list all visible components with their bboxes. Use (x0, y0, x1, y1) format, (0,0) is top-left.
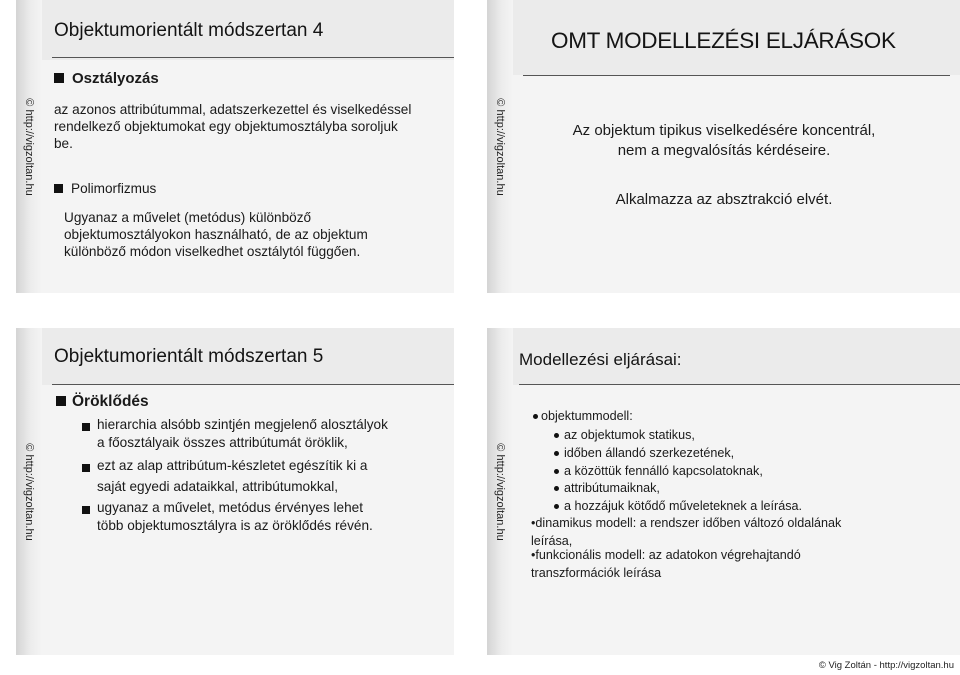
paragraph-line: ugyanaz a művelet, metódus érvényes lehet (97, 500, 363, 515)
bullet-dot-icon (554, 451, 559, 456)
paragraph-line: hierarchia alsóbb szintjén megjelenő alosztályok (97, 417, 388, 432)
square-bullet-icon (82, 464, 90, 472)
slide-title: Objektumorientált módszertan 4 (54, 20, 324, 41)
slide-1 (0, 0, 470, 293)
bullet-dot-icon (554, 486, 559, 491)
list-item: •funkcionális modell: az adatokon végrehajtandó (531, 548, 801, 562)
slide-2 (487, 0, 960, 293)
side-strip (16, 0, 42, 293)
section-heading: Osztályozás (54, 70, 159, 87)
paragraph-line: több objektumosztályra is az öröklődés révén. (97, 518, 373, 533)
title-divider (52, 57, 454, 58)
list-item: attribútumaiknak, (564, 481, 660, 495)
square-bullet-icon (56, 396, 66, 406)
paragraph-line: nem a megvalósítás kérdéseire. (617, 142, 831, 159)
paragraph-line: ezt az alap attribútum-készletet egészítik ki a (97, 458, 368, 473)
paragraph-line: Ugyanaz a művelet (metódus) különböző (64, 210, 312, 225)
list-item: transzformációk leírása (531, 566, 662, 580)
paragraph-line: objektumosztályokon használható, de az objektum (64, 227, 368, 242)
paragraph-line: Az objektum tipikus viselkedésére koncentrál, (572, 122, 876, 139)
square-bullet-icon (54, 73, 64, 83)
list-item: objektummodell: (541, 409, 633, 423)
title-divider (519, 384, 960, 385)
bullet-dot-icon (533, 414, 538, 419)
strip-label: © http://vigzoltan.hu (494, 442, 506, 541)
paragraph-line: saját egyedi adataikkal, attribútumokkal, (97, 479, 339, 494)
list-item: leírása, (531, 534, 573, 548)
slide-4 (487, 328, 960, 655)
square-bullet-icon (82, 423, 90, 431)
slide-body (513, 0, 960, 293)
side-strip (487, 328, 513, 655)
paragraph-line: a főosztályaik összes attribútumát öröklik, (97, 435, 348, 450)
paragraph-line: Alkalmazza az absztrakció elvét. (615, 191, 833, 208)
slide-title: Objektumorientált módszertan 5 (54, 346, 324, 367)
paragraph-line: be. (54, 136, 73, 151)
slide-title: OMT MODELLEZÉSI ELJÁRÁSOK (551, 28, 896, 53)
list-item: •dinamikus modell: a rendszer időben változó oldalának (531, 516, 842, 530)
slide-3 (0, 328, 470, 655)
side-strip (487, 0, 513, 293)
paragraph-line: különböző módon viselkedhet osztálytól függően. (64, 244, 361, 259)
bullet-dot-icon (554, 469, 559, 474)
section-heading: Öröklődés (56, 393, 149, 411)
slide-body (42, 328, 454, 655)
list-item: időben állandó szerkezetének, (564, 446, 735, 460)
strip-label: © http://vigzoltan.hu (23, 97, 35, 196)
strip-label: © http://vigzoltan.hu (23, 442, 35, 541)
side-strip (16, 328, 42, 655)
footer-copyright: © Vig Zoltán - http://vigzoltan.hu (818, 660, 954, 671)
slide-body (42, 0, 454, 293)
bullet-dot-icon (554, 504, 559, 509)
list-item: a közöttük fennálló kapcsolatoknak, (564, 464, 763, 478)
slide-body (513, 328, 960, 655)
paragraph-line: az azonos attribútummal, adatszerkezettel és viselkedéssel (54, 102, 412, 117)
section-heading: Polimorfizmus (54, 181, 156, 196)
square-bullet-icon (54, 184, 63, 193)
list-item: a hozzájuk kötődő műveleteknek a leírása. (564, 499, 803, 513)
square-bullet-icon (82, 506, 90, 514)
title-divider (523, 75, 950, 76)
slide-title: Modellezési eljárásai: (519, 350, 682, 369)
bullet-dot-icon (554, 433, 559, 438)
strip-label: © http://vigzoltan.hu (494, 97, 506, 196)
paragraph-line: rendelkező objektumokat egy objektumosztályba soroljuk (54, 119, 398, 134)
list-item: az objektumok statikus, (564, 428, 695, 442)
title-divider (52, 384, 454, 385)
